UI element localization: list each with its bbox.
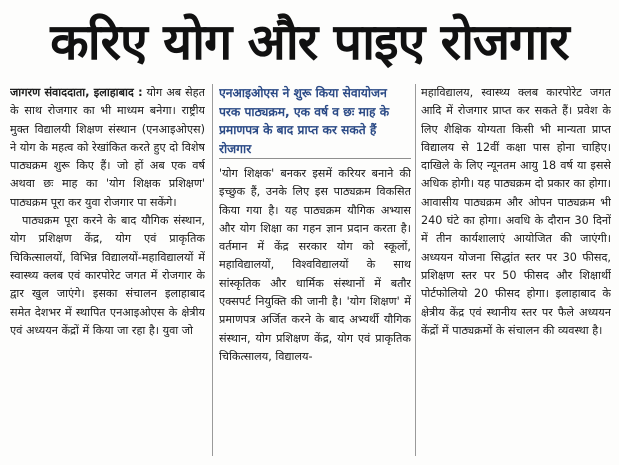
- column-divider: [415, 84, 416, 456]
- lead-paragraph-text: योग अब सेहत के साथ रोजगार का भी माध्यम बनेगा। राष्ट्रीय मुक्त विद्यालयी शिक्षण संस्थान (एनआइओएस) ने योग के महत्व को रेखांकित करते हुए दो विशेष पाठ्यक्रम शुरू किए हैं। जो हों अब एक वर्ष अथवा छः माह का 'योग शिक्षक प्रशिक्षण' पाठ्यक्रम पूरा कर युवा रोजगार पा सकेंगे।: [10, 86, 205, 209]
- callout-highlight: एनआइओएस ने शुरू किया सेवायोजन परक पाठ्यक्रम, एक वर्ष व छः माह के प्रमाणपत्र के बाद प्राप्त कर सकते हैं रोजगार: [219, 84, 411, 159]
- lead-paragraph: [10, 84, 205, 212]
- article-column-1: [10, 84, 205, 456]
- body-paragraph: महाविद्यालय, स्वास्थ्य क्लब कारपोरेट जगत आदि में रोजगार प्राप्त कर सकते हैं। प्रवेश के लिए शैक्षिक योग्यता किसी भी मान्यता प्राप्त विद्यालय से 12वीं कक्षा पास होना चाहिए। दाखिले के लिए न्यूनतम आयु 18 वर्ष या इससे अधिक होगी। यह पाठ्यक्रम दो प्रकार का होगा। आवासीय पाठ्यक्रम और ओपन पाठ्यक्रम भी 240 घंटे का होगा। अवधि के दौरान 30 दिनों में तीन कार्यशालाएं आयोजित की जाएंगी। अध्ययन योजना सिद्धांत स्तर पर 30 फीसद, प्रशिक्षण स्तर पर 50 फीसद और शिक्षार्थी पोर्टफोलियो 20 फीसद होगा। इलाहाबाद के क्षेत्रीय केंद्र एवं स्थानीय स्तर पर फैले अध्ययन केंद्रों में पाठ्यक्रमों के संचालन की व्यवस्था है।: [421, 86, 611, 337]
- headline: करिए योग और पाइए रोजगार: [50, 13, 569, 71]
- body-paragraph: 'योग शिक्षक' बनकर इसमें करियर बनाने की इच्छुक हैं, उनके लिए इस पाठ्यक्रम विकसित किया गया है। यह पाठ्यक्रम यौगिक अभ्यास और योग शिक्षा का गहन ज्ञान प्रदान करता है। वर्तमान में केंद्र सरकार योग को स्कूलों, महाविद्यालयों, विश्वविद्यालयों के साथ सांस्कृतिक और धार्मिक संस्थानों में बतौर एक्सपर्ट नियुक्ति की जानी है। 'योग शिक्षण' में प्रमाणपत्र अर्जित करने के बाद अभ्यर्थी यौगिक संस्थान, योग प्रशिक्षण केंद्र, योग एवं प्राकृतिक चिकित्सालय, विद्यालय-: [219, 167, 411, 363]
- column-divider: [212, 84, 213, 456]
- body-paragraph: पाठ्यक्रम पूरा करने के बाद यौगिक संस्थान, योग प्रशिक्षण केंद्र, योग एवं प्राकृतिक चिकित्सालयों, विभिन्न विद्यालयों-महाविद्यालयों में स्वास्थ्य क्लब एवं कारपोरेट जगत में रोजगार के द्वार खुल जाएंगे। इसका संचालन इलाहाबाद समेत देशभर में स्थापित एनआइओएस के क्षेत्रीय एवं अध्ययन केंद्रों में किया जा रहा है। युवा जो: [10, 214, 205, 337]
- article-column-3: [421, 84, 611, 456]
- dateline: जागरण संवाददाता, इलाहाबाद :: [10, 86, 143, 99]
- article-column-2: [219, 84, 411, 456]
